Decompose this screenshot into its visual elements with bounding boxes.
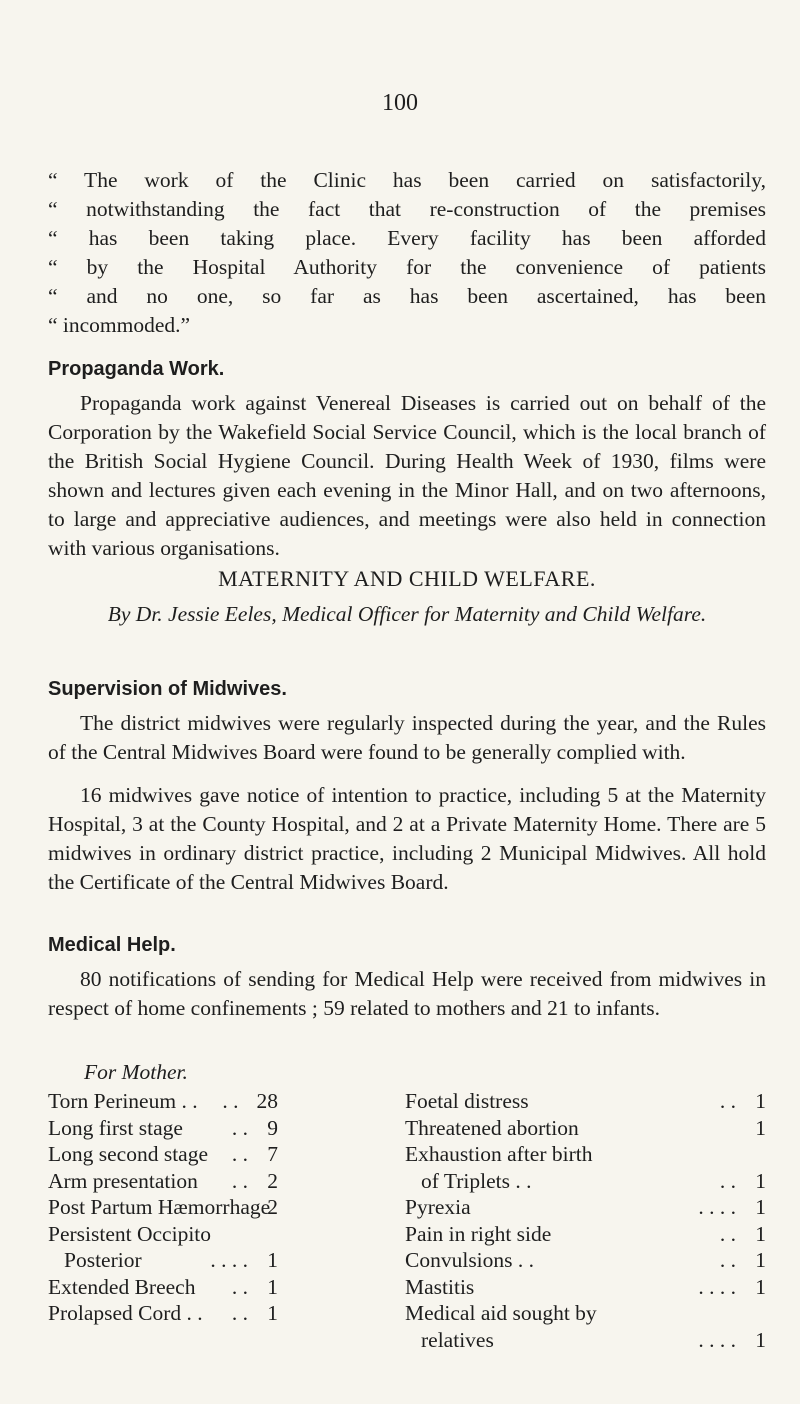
supervision-heading: Supervision of Midwives. — [48, 678, 287, 700]
condition-count: 1 — [267, 1248, 278, 1272]
leader-dots: . . . . — [698, 1274, 736, 1299]
condition-count: 1 — [755, 1327, 766, 1352]
table-caption: For Mother. — [84, 1060, 188, 1084]
medical-help-paragraph: 80 notifications of sending for Medical Help were received from midwives in respect of home confinements ; 59 related to mothers and 21 to infants. — [48, 967, 766, 1020]
condition-label: relatives — [421, 1327, 494, 1352]
table-row — [405, 1327, 766, 1354]
condition-count: 1 — [755, 1248, 766, 1272]
supervision-paragraph-1: The district midwives were regularly inspected during the year, and the Rules of the Central Midwives Board were found to be generally complied with. — [48, 711, 766, 764]
quote-line: “ by the Hospital Authority for the convenience of patients — [48, 255, 766, 279]
condition-label: Posterior — [64, 1248, 142, 1272]
condition-count: 1 — [755, 1274, 766, 1299]
supervision-section — [48, 678, 766, 897]
table-row — [405, 1088, 766, 1115]
condition-count: 28 — [256, 1089, 278, 1113]
quote-line: “ has been taking place. Every facility has been afforded — [48, 226, 766, 250]
propaganda-heading: Propaganda Work. — [48, 358, 225, 380]
condition-label: Exhaustion after birth — [405, 1142, 593, 1166]
condition-label: Prolapsed Cord . . — [48, 1301, 203, 1325]
condition-count: 2 — [267, 1195, 278, 1219]
propaganda-paragraph: Propaganda work against Venereal Diseases is carried out on behalf of the Corporation by the Wakefield Social Service Council, which is the local branch of the British Social Hygiene Council. During Health Week of 1930, films were shown and lectures given each evening in the Minor Hall, and on two afternoons, to large and appreciative audiences, and meetings were also held in connection with various organisations. — [48, 391, 766, 560]
condition-count: 1 — [755, 1168, 766, 1193]
table-row — [405, 1194, 766, 1221]
condition-count: 1 — [755, 1089, 766, 1113]
table-row — [48, 1274, 378, 1301]
condition-count: 7 — [267, 1142, 278, 1166]
quote-line: “ notwithstanding the fact that re-construction of the premises — [48, 197, 766, 221]
leader-dots: . . — [231, 1115, 248, 1140]
table-row — [405, 1247, 766, 1274]
condition-label: Convulsions . . — [405, 1248, 535, 1272]
condition-label: Pyrexia — [405, 1195, 471, 1219]
condition-label: Arm presentation — [48, 1168, 198, 1193]
condition-count: 1 — [755, 1195, 766, 1219]
condition-label: Pain in right side — [405, 1221, 552, 1246]
table-row — [405, 1221, 766, 1248]
table-row — [405, 1274, 766, 1301]
table-row — [48, 1194, 378, 1221]
condition-label: Long first stage — [48, 1115, 183, 1140]
condition-label: of Triplets . . — [421, 1168, 532, 1193]
leader-dots: . . — [231, 1301, 248, 1325]
condition-count: 1 — [267, 1301, 278, 1325]
maternity-byline: By Dr. Jessie Eeles, Medical Officer for Maternity and Child Welfare. — [107, 602, 707, 626]
leader-dots: . . — [231, 1142, 248, 1166]
table-row — [48, 1141, 378, 1168]
propaganda-section — [48, 358, 766, 563]
medical-help-section — [48, 934, 766, 1023]
condition-count: 1 — [267, 1274, 278, 1299]
leader-dots: . . . . — [210, 1248, 248, 1272]
leader-dots: . . — [222, 1089, 239, 1113]
table-row — [48, 1247, 378, 1274]
condition-label: Mastitis — [405, 1274, 475, 1299]
quote-line: “ The work of the Clinic has been carried on satisfactorily, — [48, 168, 766, 192]
page-number: 100 — [382, 90, 418, 116]
maternity-title: MATERNITY AND CHILD WELFARE. — [218, 566, 596, 591]
table-row — [405, 1168, 766, 1195]
right-column — [405, 1088, 766, 1353]
leader-dots: . . — [719, 1248, 736, 1272]
condition-label: Post Partum Hæmorrhage — [48, 1195, 271, 1219]
quoted-report — [48, 166, 766, 340]
leader-dots: . . . . — [698, 1195, 736, 1219]
quote-line: “ and no one, so far as has been ascertained, has been — [48, 284, 766, 308]
table-row — [405, 1141, 766, 1168]
condition-count: 2 — [267, 1168, 278, 1193]
leader-dots: . . — [719, 1089, 736, 1113]
table-row — [48, 1088, 378, 1115]
condition-label: Persistent Occipito — [48, 1221, 212, 1246]
left-column — [48, 1088, 378, 1327]
condition-label: Foetal distress — [405, 1089, 529, 1113]
condition-label: Extended Breech — [48, 1274, 196, 1299]
maternity-section — [48, 566, 766, 629]
condition-count: 1 — [755, 1221, 766, 1246]
condition-label: Threatened abortion — [405, 1115, 579, 1140]
table-row — [405, 1300, 766, 1327]
leader-dots: . . — [719, 1168, 736, 1193]
table-row — [48, 1168, 378, 1195]
supervision-paragraph-2: 16 midwives gave notice of intention to practice, including 5 at the Maternity Hospital, 3 at the County Hospital, and 2 at a Private Maternity Home. There are 5 midwives in ordinary district practice, including 2 Municipal Midwives. All hold the Certificate of the Central Midwives Board. — [48, 783, 766, 894]
table-row — [405, 1115, 766, 1142]
leader-dots: . . — [231, 1168, 248, 1193]
condition-count: 9 — [267, 1115, 278, 1140]
condition-label: Medical aid sought by — [405, 1301, 597, 1325]
leader-dots: . . . . — [698, 1327, 736, 1352]
leader-dots: . . — [719, 1221, 736, 1246]
table-row — [48, 1115, 378, 1142]
table-row — [48, 1300, 378, 1327]
quote-line: “ incommoded.” — [48, 313, 191, 337]
condition-label: Torn Perineum . . — [48, 1089, 198, 1113]
medical-help-heading: Medical Help. — [48, 934, 176, 956]
condition-label: Long second stage — [48, 1142, 209, 1166]
leader-dots: . . — [231, 1274, 248, 1299]
condition-count: 1 — [755, 1115, 766, 1140]
table-row — [48, 1221, 378, 1248]
